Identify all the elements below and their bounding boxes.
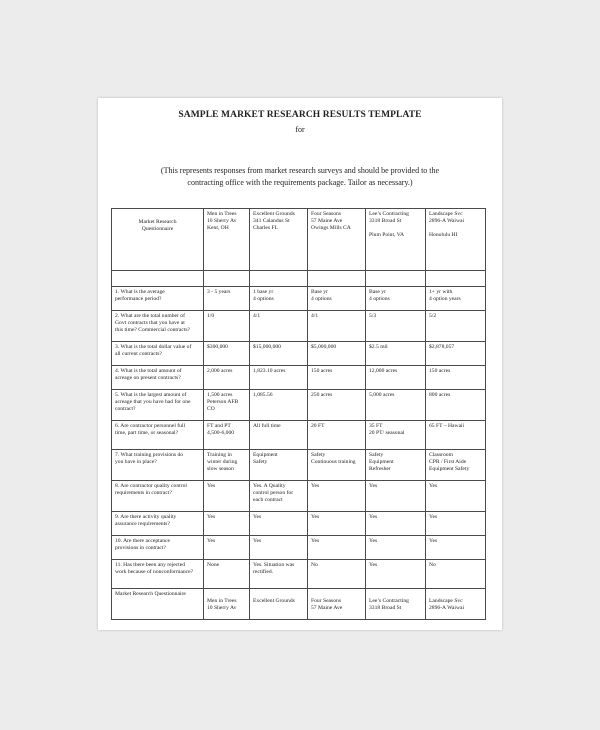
- answer-cell-line: 1,085.56: [253, 392, 273, 398]
- answer-cell: [308, 342, 366, 366]
- question-cell: [112, 560, 204, 589]
- question-cell-line: 2. What are the total number of: [115, 313, 185, 319]
- answer-cell: [308, 311, 366, 342]
- answer-cell-line: 150 acres: [311, 368, 333, 374]
- answer-cell-line: 4/1: [253, 313, 261, 319]
- answer-cell-line: 4 options: [369, 296, 390, 302]
- answer-cell: [250, 450, 308, 481]
- table-row: [112, 481, 486, 512]
- question-cell-line: 1. What is the average: [115, 289, 165, 295]
- answer-cell-line: Yes: [369, 538, 378, 544]
- answer-cell-line: 1/0: [207, 313, 215, 319]
- header-label-cell: [112, 209, 204, 271]
- question-cell: [112, 342, 204, 366]
- answer-cell: [250, 421, 308, 450]
- answer-cell-line: 1 base yr: [253, 289, 274, 295]
- question-cell-line: acreage on present contracts?: [115, 375, 181, 381]
- spacer-cell-line: [311, 273, 362, 280]
- vendor-header-cell-line: Charles FL: [253, 225, 279, 231]
- answer-cell: [426, 287, 486, 311]
- answer-cell: [366, 560, 426, 589]
- answer-cell: [366, 481, 426, 512]
- answer-cell: [308, 536, 366, 560]
- vendor-header-cell-line: [369, 225, 422, 232]
- question-cell-line: acreage that you have had for one: [115, 399, 191, 405]
- answer-cell: [366, 287, 426, 311]
- vendor-header-cell: [250, 209, 308, 271]
- spacer-cell: [112, 271, 204, 287]
- spacer-cell: [308, 271, 366, 287]
- answer-cell-line: 35 FT: [369, 423, 383, 429]
- question-cell-line: 6. Are contractor personnel full: [115, 423, 186, 429]
- vendor-header-cell-line: 3318 Broad St: [369, 218, 402, 224]
- vendor-footer-cell-line: [369, 591, 422, 598]
- question-cell-line: work because of nonconformance?: [115, 569, 194, 575]
- vendor-header-cell: [426, 209, 486, 271]
- question-cell-line: 9. Are there activity quality: [115, 514, 177, 520]
- answer-cell: [204, 481, 250, 512]
- answer-cell-line: Equipment: [369, 459, 394, 465]
- table-row: [112, 512, 486, 536]
- answer-cell-line: 5/2: [429, 313, 437, 319]
- answer-cell-line: 4 options: [253, 296, 274, 302]
- question-cell: [112, 366, 204, 390]
- answer-cell-line: No: [311, 562, 318, 568]
- vendor-footer-cell-line: Four Seasons: [311, 598, 341, 604]
- results-table: [111, 208, 486, 620]
- answer-cell-line: None: [207, 562, 220, 568]
- answer-cell: [366, 390, 426, 421]
- answer-cell: [426, 536, 486, 560]
- table-spacer-row: [112, 271, 486, 287]
- vendor-header-cell: [204, 209, 250, 271]
- question-cell-line: 10. Are there acceptance: [115, 538, 170, 544]
- vendor-header-cell-line: 57 Maine Ave: [311, 218, 343, 224]
- answer-cell-line: 20 FT: [311, 423, 325, 429]
- answer-cell-line: Equipment: [253, 452, 278, 458]
- answer-cell: [308, 421, 366, 450]
- for-line: for: [295, 125, 305, 134]
- answer-cell: [204, 536, 250, 560]
- question-cell-line: provisions in contract?: [115, 545, 166, 551]
- vendor-footer-cell-line: 10 Sherry Av: [207, 605, 237, 611]
- vendor-header-cell-line: Lee’s Contracting: [369, 211, 409, 217]
- vendor-footer-cell-line: [429, 591, 482, 598]
- spacer-cell: [366, 271, 426, 287]
- answer-cell: [308, 450, 366, 481]
- spacer-cell-line: [253, 273, 304, 280]
- answer-cell-line: 12,000 acres: [369, 368, 398, 374]
- answer-cell-line: Equipment Safety: [429, 466, 470, 472]
- answer-cell: [308, 366, 366, 390]
- answer-cell-line: $2.5 mil: [369, 344, 388, 350]
- table-header-row: [112, 209, 486, 271]
- answer-cell-line: Yes: [253, 514, 262, 520]
- question-cell-line: time, part time, or seasonal?: [115, 430, 179, 436]
- answer-cell-line: 250 acres: [311, 392, 333, 398]
- answer-cell: [250, 311, 308, 342]
- vendor-header-cell-line: Landscape Svc: [429, 211, 463, 217]
- answer-cell: [366, 342, 426, 366]
- vendor-footer-cell-line: [311, 591, 362, 598]
- vendor-footer-cell-line: Men in Trees: [207, 598, 237, 604]
- table-row: [112, 287, 486, 311]
- question-cell: [112, 390, 204, 421]
- vendor-footer-cell: [250, 589, 308, 620]
- answer-cell-line: 800 acres: [429, 392, 451, 398]
- vendor-header-cell-line: Excellent Grounds: [253, 211, 295, 217]
- document-page: [98, 98, 502, 630]
- answer-cell-line: No: [429, 562, 436, 568]
- vendor-footer-cell: [366, 589, 426, 620]
- answer-cell: [366, 450, 426, 481]
- answer-cell: [426, 512, 486, 536]
- description-line-2: contracting office with the requirements package. Tailor as necessary.): [187, 178, 413, 187]
- table-row: [112, 560, 486, 589]
- vendor-footer-cell-line: Lee’s Contracting: [369, 598, 409, 604]
- answer-cell: [308, 481, 366, 512]
- answer-cell: [426, 342, 486, 366]
- answer-cell: [366, 311, 426, 342]
- question-cell: [112, 450, 204, 481]
- question-cell-line: contract?: [115, 406, 136, 412]
- answer-cell: [250, 342, 308, 366]
- answer-cell: [250, 287, 308, 311]
- answer-cell-line: 2,000 acres: [207, 368, 233, 374]
- answer-cell-line: Yes: [311, 514, 320, 520]
- table-row: [112, 366, 486, 390]
- vendor-header-cell-line: Owings Mills CA: [311, 225, 351, 231]
- vendor-header-cell-line: 10 Sherry Av: [207, 218, 237, 224]
- question-cell: [112, 512, 204, 536]
- spacer-cell: [250, 271, 308, 287]
- vendor-header-cell: [366, 209, 426, 271]
- header-label-cell-line: Questionnaire: [141, 226, 174, 232]
- answer-cell: [204, 512, 250, 536]
- question-cell: [112, 481, 204, 512]
- spacer-cell-line: [429, 273, 482, 280]
- spacer-cell-line: [369, 273, 422, 280]
- answer-cell-line: Yes: [429, 483, 438, 489]
- answer-cell-line: 5,000 acres: [369, 392, 395, 398]
- answer-cell: [250, 390, 308, 421]
- answer-cell-line: Continuous training: [311, 459, 356, 465]
- question-cell-line: 7. What training provisions do: [115, 452, 184, 458]
- vendor-header-cell-line: Four Seasons: [311, 211, 341, 217]
- spacer-cell: [426, 271, 486, 287]
- answer-cell-line: rectified.: [253, 569, 274, 575]
- question-cell-line: 8. Are contractor quality control: [115, 483, 187, 489]
- answer-cell-line: Yes. A Quality: [253, 483, 286, 489]
- question-cell-line: requirements in contract?: [115, 490, 172, 496]
- answer-cell-line: Yes: [369, 562, 378, 568]
- question-cell-line: you have in place?: [115, 459, 157, 465]
- vendor-header-cell-line: Kent, OH: [207, 225, 229, 231]
- answer-cell-line: Peterson AFB: [207, 399, 239, 405]
- answer-cell-line: Safety: [311, 452, 326, 458]
- question-cell: [112, 311, 204, 342]
- answer-cell-line: Base yr: [369, 289, 386, 295]
- vendor-footer-cell-line: Landscape Svc: [429, 598, 463, 604]
- answer-cell: [366, 366, 426, 390]
- answer-cell-line: 1,823.10 acres: [253, 368, 286, 374]
- answer-cell-line: $300,000: [207, 344, 228, 350]
- table-row: [112, 390, 486, 421]
- answer-cell: [366, 512, 426, 536]
- answer-cell-line: winter during: [207, 459, 238, 465]
- spacer-cell: [204, 271, 250, 287]
- vendor-footer-cell: [426, 589, 486, 620]
- answer-cell: [366, 536, 426, 560]
- spacer-cell-line: [115, 273, 200, 280]
- vendor-header-cell: [308, 209, 366, 271]
- answer-cell-line: 4 option years: [429, 296, 461, 302]
- answer-cell-line: Yes. Situation was: [253, 562, 295, 568]
- vendor-header-cell-line: Plum Point, VA: [369, 232, 405, 238]
- answer-cell-line: Safety: [369, 452, 384, 458]
- answer-cell: [204, 366, 250, 390]
- answer-cell-line: All full time: [253, 423, 281, 429]
- answer-cell-line: Yes: [429, 514, 438, 520]
- header-label-cell-line: Market Research: [138, 219, 177, 225]
- answer-cell-line: slow season: [207, 466, 234, 472]
- question-cell-line: 11. Has there been any rejected: [115, 562, 185, 568]
- answer-cell-line: $15,000,000: [253, 344, 281, 350]
- question-cell-line: 3. What is the total dollar value of: [115, 344, 192, 350]
- answer-cell: [250, 536, 308, 560]
- question-cell-line: performance period?: [115, 296, 162, 302]
- answer-cell: [308, 512, 366, 536]
- vendor-footer-cell-line: 3318 Broad St: [369, 605, 402, 611]
- answer-cell-line: Base yr: [311, 289, 328, 295]
- vendor-header-cell-line: 341 Calandus St: [253, 218, 290, 224]
- table-footer-row: [112, 589, 486, 620]
- answer-cell: [366, 421, 426, 450]
- answer-cell-line: Yes: [207, 514, 216, 520]
- spacer-cell-line: [207, 273, 246, 280]
- answer-cell-line: FT and PT: [207, 423, 231, 429]
- answer-cell: [250, 512, 308, 536]
- vendor-header-cell-line: [429, 225, 482, 232]
- answer-cell: [426, 311, 486, 342]
- vendor-footer-cell-line: 57 Maine Ave: [311, 605, 343, 611]
- answer-cell-line: Yes: [253, 538, 262, 544]
- question-cell-line: 4. What is the total amount of: [115, 368, 182, 374]
- answer-cell-line: 4/1: [311, 313, 319, 319]
- question-cell-line: 5. What is the largest amount of: [115, 392, 187, 398]
- answer-cell: [204, 560, 250, 589]
- answer-cell: [426, 390, 486, 421]
- answer-cell: [204, 342, 250, 366]
- answer-cell-line: 5/3: [369, 313, 377, 319]
- document-title: SAMPLE MARKET RESEARCH RESULTS TEMPLATE: [178, 110, 422, 120]
- answer-cell: [426, 421, 486, 450]
- table-row: [112, 536, 486, 560]
- answer-cell: [308, 560, 366, 589]
- answer-cell: [426, 366, 486, 390]
- answer-cell-line: 1+ yr with: [429, 289, 453, 295]
- answer-cell-line: 1,500 acres: [207, 392, 233, 398]
- question-cell-line: all current contracts?: [115, 351, 162, 357]
- vendor-footer-cell: [308, 589, 366, 620]
- question-cell: [112, 421, 204, 450]
- answer-cell-line: 65 FT – Hawaii: [429, 423, 465, 429]
- vendor-header-cell-line: 2896-A Waiwai: [429, 218, 465, 224]
- answer-cell-line: Yes: [311, 483, 320, 489]
- answer-cell-line: Training in: [207, 452, 232, 458]
- vendor-header-cell-line: Men in Trees: [207, 211, 237, 217]
- question-cell-line: Govt contracts that you have at: [115, 320, 185, 326]
- answer-cell: [204, 311, 250, 342]
- answer-cell-line: CPR / First Aide: [429, 459, 467, 465]
- answer-cell: [308, 390, 366, 421]
- vendor-footer-cell-line: 2896-A Waiwai: [429, 605, 465, 611]
- answer-cell: [308, 287, 366, 311]
- question-cell-line: assurance requirements?: [115, 521, 170, 527]
- answer-cell-line: Safety: [253, 459, 268, 465]
- vendor-footer-cell: [204, 589, 250, 620]
- answer-cell-line: CO: [207, 406, 215, 412]
- footer-label-cell-line: Market Research Questionnaire: [115, 591, 186, 597]
- answer-cell-line: Yes: [369, 514, 378, 520]
- answer-cell-line: each contract: [253, 497, 283, 503]
- answer-cell: [250, 366, 308, 390]
- footer-label-cell: [112, 589, 204, 620]
- question-cell: [112, 287, 204, 311]
- answer-cell: [426, 560, 486, 589]
- answer-cell: [250, 481, 308, 512]
- answer-cell: [426, 481, 486, 512]
- answer-cell-line: Yes: [207, 538, 216, 544]
- answer-cell-line: 20 PT/ seasonal: [369, 430, 405, 436]
- answer-cell-line: Yes: [429, 538, 438, 544]
- table-row: [112, 450, 486, 481]
- table-row: [112, 342, 486, 366]
- vendor-footer-cell-line: [207, 591, 246, 598]
- vendor-footer-cell-line: Excellent Grounds: [253, 598, 295, 604]
- table-row: [112, 311, 486, 342]
- vendor-footer-cell-line: [253, 591, 304, 598]
- table-row: [112, 421, 486, 450]
- question-cell-line: this time? Commercial contracts?: [115, 327, 191, 333]
- answer-cell-line: Yes: [207, 483, 216, 489]
- answer-cell: [204, 450, 250, 481]
- answer-cell-line: $2,878,057: [429, 344, 455, 350]
- answer-cell-line: Classroom: [429, 452, 453, 458]
- answer-cell-line: control person for: [253, 490, 294, 496]
- answer-cell: [204, 287, 250, 311]
- answer-cell-line: $5,000,000: [311, 344, 337, 350]
- description: [128, 165, 472, 189]
- question-cell: [112, 536, 204, 560]
- answer-cell-line: 4 options: [311, 296, 332, 302]
- answer-cell: [204, 390, 250, 421]
- answer-cell-line: 150 acres: [429, 368, 451, 374]
- vendor-header-cell-line: Honolulu HI: [429, 232, 458, 238]
- answer-cell-line: Refresher: [369, 466, 391, 472]
- answer-cell-line: Yes: [311, 538, 320, 544]
- answer-cell-line: 3 - 5 years: [207, 289, 231, 295]
- answer-cell: [250, 560, 308, 589]
- description-line-1: (This represents responses from market research surveys and should be provided to the: [160, 166, 440, 175]
- answer-cell: [426, 450, 486, 481]
- answer-cell: [204, 421, 250, 450]
- answer-cell-line: 4,500-6,000: [207, 430, 235, 436]
- answer-cell-line: Yes: [369, 483, 378, 489]
